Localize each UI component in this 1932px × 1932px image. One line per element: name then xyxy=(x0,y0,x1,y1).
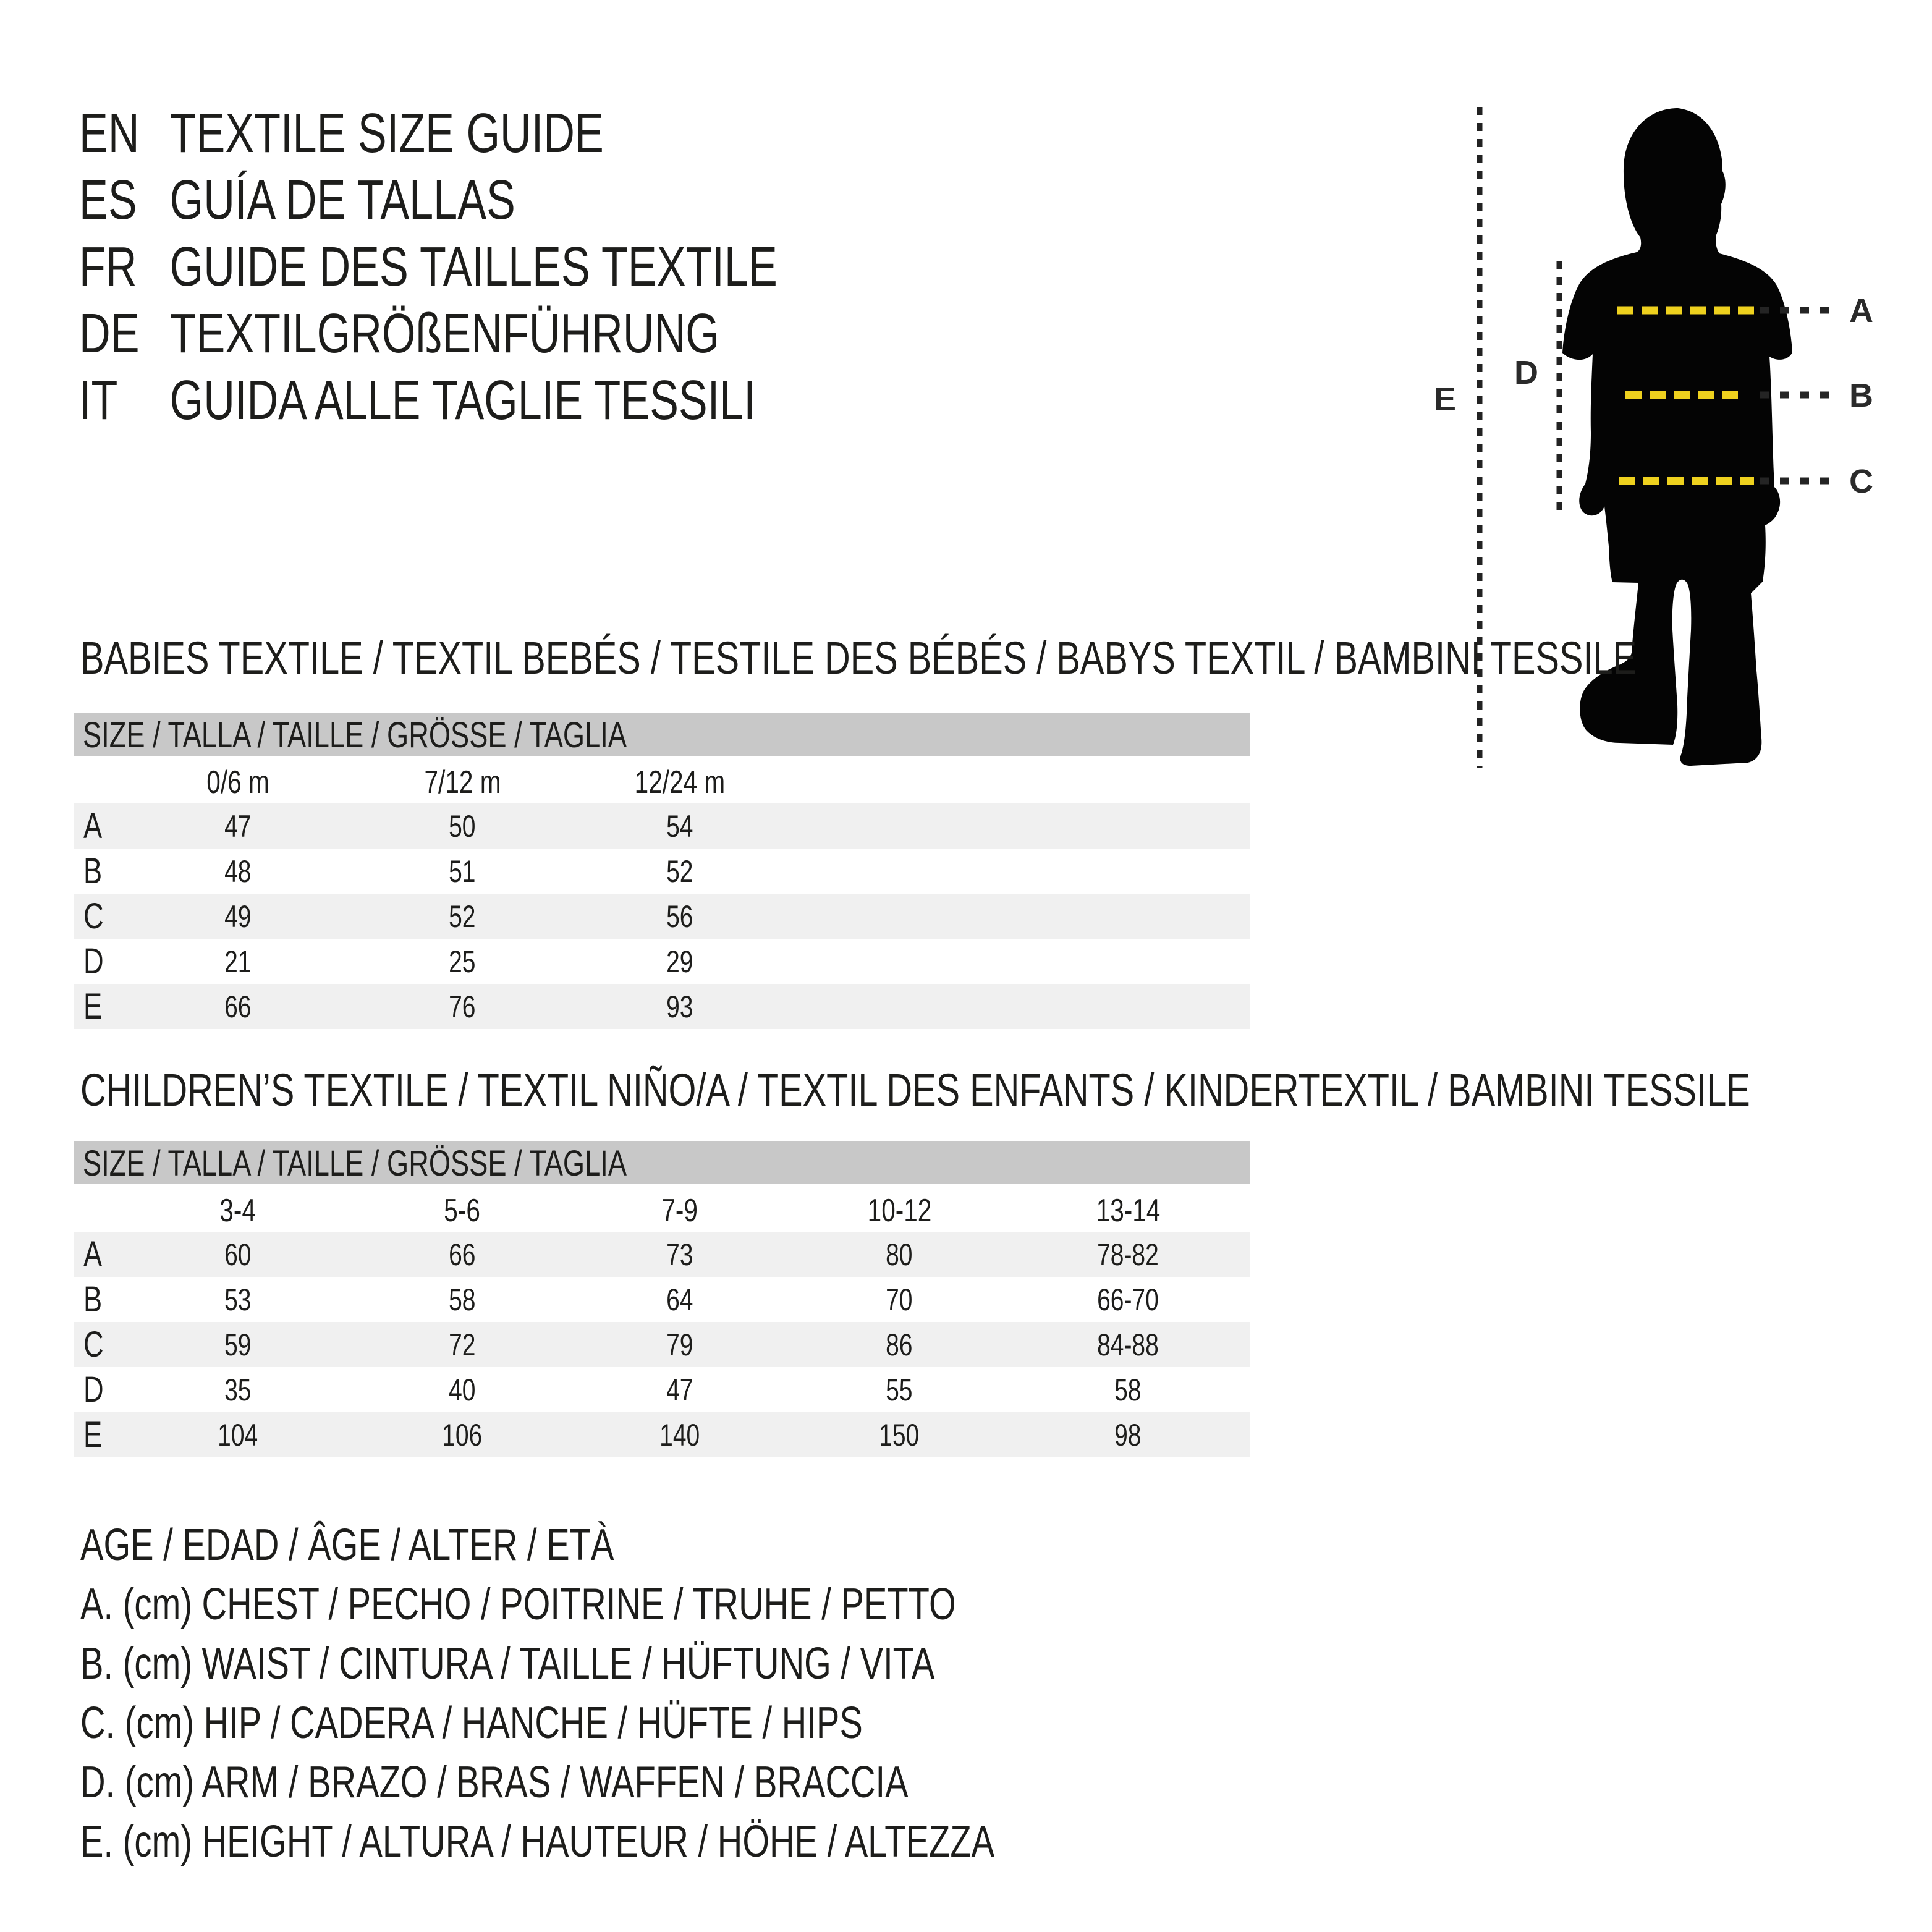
row-label: E xyxy=(83,1415,103,1455)
table-row xyxy=(74,894,1250,939)
table-cell: 76 xyxy=(449,989,476,1024)
children-section-heading: CHILDREN’S TEXTILE / TEXTIL NIÑO/A / TEXTIL DES ENFANTS / KINDERTEXTIL / BAMBINI TESSILE xyxy=(80,1064,1750,1116)
row-label: D xyxy=(83,1370,104,1410)
lang-label: GUÍA DE TALLAS xyxy=(169,169,515,231)
table-cell: 25 xyxy=(449,944,476,979)
children-size-header: SIZE / TALLA / TAILLE / GRÖSSE / TAGLIA xyxy=(83,1143,627,1184)
table-cell: 50 xyxy=(449,809,476,844)
figure-label-e: E xyxy=(1434,381,1457,418)
lang-code: FR xyxy=(79,236,137,298)
table-cell: 66 xyxy=(449,1237,476,1272)
lang-row-en xyxy=(79,103,752,164)
table-cell: 140 xyxy=(659,1418,700,1452)
table-cell: 54 xyxy=(666,809,693,844)
row-label: C xyxy=(83,896,104,936)
lang-row-de xyxy=(79,303,900,365)
children-column-headers xyxy=(74,1184,1250,1232)
lang-row-fr xyxy=(79,236,974,298)
column-header: 7-9 xyxy=(661,1193,698,1229)
lang-label: GUIDE DES TAILLES TEXTILE xyxy=(169,236,777,298)
children-size-table xyxy=(74,1141,1250,1457)
lang-code: EN xyxy=(79,103,140,164)
table-cell: 78-82 xyxy=(1097,1237,1159,1272)
figure-label-a: A xyxy=(1849,292,1873,329)
row-label: B xyxy=(83,851,103,891)
table-cell: 93 xyxy=(666,989,693,1024)
table-cell: 47 xyxy=(224,809,252,844)
lang-label: TEXTILGRÖßENFÜHRUNG xyxy=(169,303,719,365)
babies-column-headers xyxy=(74,756,1250,803)
legend-line-chest: A. (cm) CHEST / PECHO / POITRINE / TRUHE / PETTO xyxy=(80,1580,956,1629)
table-cell: 73 xyxy=(666,1237,693,1272)
row-label: C xyxy=(83,1324,104,1365)
table-row xyxy=(74,984,1250,1029)
table-cell: 72 xyxy=(449,1328,476,1362)
table-cell: 52 xyxy=(449,899,476,934)
table-cell: 48 xyxy=(224,854,252,889)
table-cell: 79 xyxy=(666,1328,693,1362)
legend-line-age: AGE / EDAD / ÂGE / ALTER / ETÀ xyxy=(80,1520,614,1570)
legend-line-arm: D. (cm) ARM / BRAZO / BRAS / WAFFEN / BRACCIA xyxy=(80,1758,909,1807)
legend-line-waist: B. (cm) WAIST / CINTURA / TAILLE / HÜFTUNG / VITA xyxy=(80,1639,935,1688)
table-cell: 53 xyxy=(224,1282,252,1317)
table-row xyxy=(74,1367,1250,1412)
column-header: 10-12 xyxy=(867,1193,931,1229)
lang-label: TEXTILE SIZE GUIDE xyxy=(169,103,604,164)
row-label: E xyxy=(83,986,103,1027)
babies-section-heading: BABIES TEXTILE / TEXTIL BEBÉS / TESTILE DES BÉBÉS / BABYS TEXTIL / BAMBINI TESSILE xyxy=(80,632,1637,684)
table-row xyxy=(74,1322,1250,1367)
lang-code: IT xyxy=(79,370,118,431)
figure-label-b: B xyxy=(1849,377,1873,414)
legend-line-hip: C. (cm) HIP / CADERA / HANCHE / HÜFTE / HIPS xyxy=(80,1698,863,1748)
table-cell: 21 xyxy=(224,944,252,979)
table-cell: 51 xyxy=(449,854,476,889)
table-cell: 86 xyxy=(886,1328,913,1362)
table-cell: 98 xyxy=(1114,1418,1142,1452)
lang-row-it xyxy=(79,370,947,431)
table-cell: 58 xyxy=(1114,1373,1142,1407)
table-cell: 106 xyxy=(442,1418,483,1452)
babies-size-header: SIZE / TALLA / TAILLE / GRÖSSE / TAGLIA xyxy=(83,715,627,755)
table-cell: 49 xyxy=(224,899,252,934)
table-cell: 55 xyxy=(886,1373,913,1407)
table-cell: 66 xyxy=(224,989,252,1024)
table-cell: 29 xyxy=(666,944,693,979)
figure-label-d: D xyxy=(1514,354,1538,391)
table-cell: 59 xyxy=(224,1328,252,1362)
table-cell: 104 xyxy=(218,1418,258,1452)
table-row xyxy=(74,803,1250,849)
babies-size-header-bar xyxy=(74,713,1250,756)
table-cell: 58 xyxy=(449,1282,476,1317)
babies-size-table xyxy=(74,713,1250,1029)
table-row xyxy=(74,849,1250,894)
row-label: A xyxy=(83,806,103,846)
children-size-header-bar xyxy=(74,1141,1250,1184)
table-cell: 52 xyxy=(666,854,693,889)
column-header: 13-14 xyxy=(1096,1193,1160,1229)
table-cell: 80 xyxy=(886,1237,913,1272)
table-row xyxy=(74,1232,1250,1277)
table-cell: 56 xyxy=(666,899,693,934)
row-label: B xyxy=(83,1279,103,1320)
table-cell: 60 xyxy=(224,1237,252,1272)
table-cell: 66-70 xyxy=(1097,1282,1159,1317)
column-header: 0/6 m xyxy=(206,765,269,800)
column-header: 5-6 xyxy=(444,1193,481,1229)
table-cell: 47 xyxy=(666,1373,693,1407)
row-label: A xyxy=(83,1234,103,1274)
column-header: 12/24 m xyxy=(634,765,726,800)
column-header: 7/12 m xyxy=(423,765,501,800)
lang-code: ES xyxy=(79,169,137,231)
lang-row-es xyxy=(79,169,638,231)
lang-code: DE xyxy=(79,303,140,365)
table-cell: 40 xyxy=(449,1373,476,1407)
row-label: D xyxy=(83,941,104,981)
table-cell: 150 xyxy=(879,1418,920,1452)
table-cell: 35 xyxy=(224,1373,252,1407)
table-cell: 84-88 xyxy=(1097,1328,1159,1362)
column-header: 3-4 xyxy=(219,1193,256,1229)
table-row xyxy=(74,1277,1250,1322)
table-cell: 70 xyxy=(886,1282,913,1317)
legend-line-height: E. (cm) HEIGHT / ALTURA / HAUTEUR / HÖHE / ALTEZZA xyxy=(80,1817,995,1866)
table-row xyxy=(74,939,1250,984)
figure-label-c: C xyxy=(1849,463,1873,500)
table-row xyxy=(74,1412,1250,1457)
table-cell: 64 xyxy=(666,1282,693,1317)
lang-label: GUIDA ALLE TAGLIE TESSILI xyxy=(169,370,756,431)
